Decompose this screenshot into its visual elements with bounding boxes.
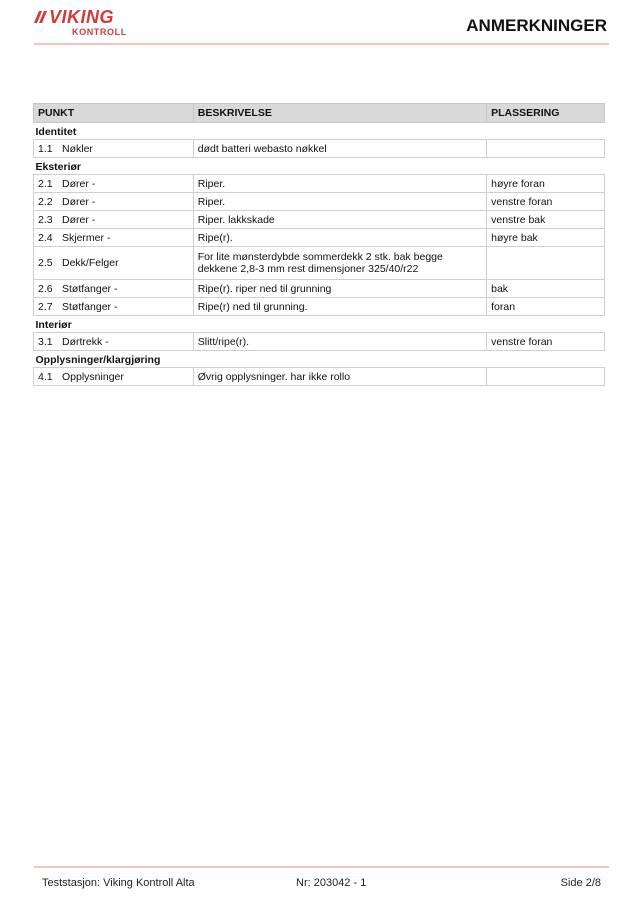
punkt-name: Dører - xyxy=(62,177,96,190)
punkt-number: 3.1 xyxy=(38,335,53,348)
plassering-cell: høyre bak xyxy=(487,229,605,247)
punkt-number: 2.7 xyxy=(38,300,53,313)
plassering-cell xyxy=(487,368,605,386)
beskrivelse-cell: Riper. lakkskade xyxy=(193,211,486,229)
table-row xyxy=(34,193,605,211)
punkt-name: Dører - xyxy=(62,213,96,226)
punkt-number: 2.1 xyxy=(38,177,53,190)
beskrivelse-cell: For lite mønsterdybde sommerdekk 2 stk. bak begge dekkene 2,8-3 mm rest dimensjoner 325/40/r22 xyxy=(193,247,486,280)
footer-station: Teststasjon: Viking Kontroll Alta xyxy=(42,877,195,889)
logo-subtext: KONTROLL xyxy=(72,27,127,37)
beskrivelse-cell: Øvrig opplysninger. har ikke rollo xyxy=(193,368,486,386)
table-row xyxy=(34,211,605,229)
punkt-cell xyxy=(34,175,194,193)
remarks-table xyxy=(33,103,605,386)
column-header-plassering: PLASSERING xyxy=(487,104,605,123)
punkt-cell xyxy=(34,140,194,158)
plassering-cell: venstre foran xyxy=(487,193,605,211)
table-row xyxy=(34,298,605,316)
section-title: Interiør xyxy=(35,319,72,331)
section-title: Identitet xyxy=(35,126,77,138)
punkt-cell xyxy=(34,229,194,247)
logo-chevron-icon xyxy=(34,10,48,24)
section-row xyxy=(34,123,605,140)
punkt-name: Støtfanger - xyxy=(62,300,118,313)
plassering-cell xyxy=(487,247,605,280)
section-title: Opplysninger/klargjøring xyxy=(35,354,161,366)
punkt-number: 4.1 xyxy=(38,370,53,383)
footer-page: Side 2/8 xyxy=(560,877,601,889)
punkt-cell xyxy=(34,211,194,229)
table-row xyxy=(34,140,605,158)
plassering-cell: foran xyxy=(487,298,605,316)
section-row xyxy=(34,351,605,368)
punkt-number: 2.5 xyxy=(38,257,53,269)
punkt-cell xyxy=(34,368,194,386)
punkt-number: 2.4 xyxy=(38,231,53,244)
punkt-name: Nøkler xyxy=(62,142,93,155)
viking-kontroll-logo xyxy=(34,8,134,38)
section-row xyxy=(34,158,605,175)
beskrivelse-cell: Ripe(r) ned til grunning. xyxy=(193,298,486,316)
beskrivelse-cell: Riper. xyxy=(193,193,486,211)
plassering-cell: venstre bak xyxy=(487,211,605,229)
page-title: ANMERKNINGER xyxy=(466,16,607,35)
plassering-cell: bak xyxy=(487,280,605,298)
plassering-cell: høyre foran xyxy=(487,175,605,193)
punkt-name: Dører - xyxy=(62,195,96,208)
logo-text: VIKING xyxy=(49,7,115,27)
plassering-cell xyxy=(487,140,605,158)
table-row xyxy=(34,368,605,386)
punkt-number: 2.6 xyxy=(38,282,53,295)
remarks-body xyxy=(34,123,605,386)
beskrivelse-cell: Ripe(r). riper ned til grunning xyxy=(193,280,486,298)
table-row xyxy=(34,280,605,298)
punkt-number: 1.1 xyxy=(38,142,53,155)
punkt-name: Opplysninger xyxy=(62,370,124,383)
punkt-number: 2.2 xyxy=(38,195,53,208)
column-header-beskrivelse: BESKRIVELSE xyxy=(193,104,486,123)
beskrivelse-cell: Ripe(r). xyxy=(193,229,486,247)
section-row xyxy=(34,316,605,333)
table-row xyxy=(34,333,605,351)
table-row xyxy=(34,175,605,193)
plassering-cell: venstre foran xyxy=(487,333,605,351)
punkt-cell xyxy=(34,280,194,298)
punkt-name: Skjermer - xyxy=(62,231,111,244)
punkt-name: Støtfanger - xyxy=(62,282,118,295)
table-row xyxy=(34,229,605,247)
punkt-number: 2.3 xyxy=(38,213,53,226)
footer-divider xyxy=(34,866,609,868)
column-header-punkt: PUNKT xyxy=(34,104,194,123)
punkt-name: Dørtrekk - xyxy=(62,335,109,348)
beskrivelse-cell: dødt batteri webasto nøkkel xyxy=(193,140,486,158)
punkt-cell xyxy=(34,247,194,280)
beskrivelse-cell: Riper. xyxy=(193,175,486,193)
table-row xyxy=(34,247,605,280)
footer-number: Nr: 203042 - 1 xyxy=(296,877,367,889)
punkt-cell xyxy=(34,333,194,351)
table-header-row xyxy=(34,104,605,123)
punkt-cell xyxy=(34,193,194,211)
beskrivelse-cell: Slitt/ripe(r). xyxy=(193,333,486,351)
punkt-cell xyxy=(34,298,194,316)
punkt-name: Dekk/Felger xyxy=(62,257,119,269)
header-divider xyxy=(34,43,609,45)
section-title: Eksteriør xyxy=(35,161,82,173)
